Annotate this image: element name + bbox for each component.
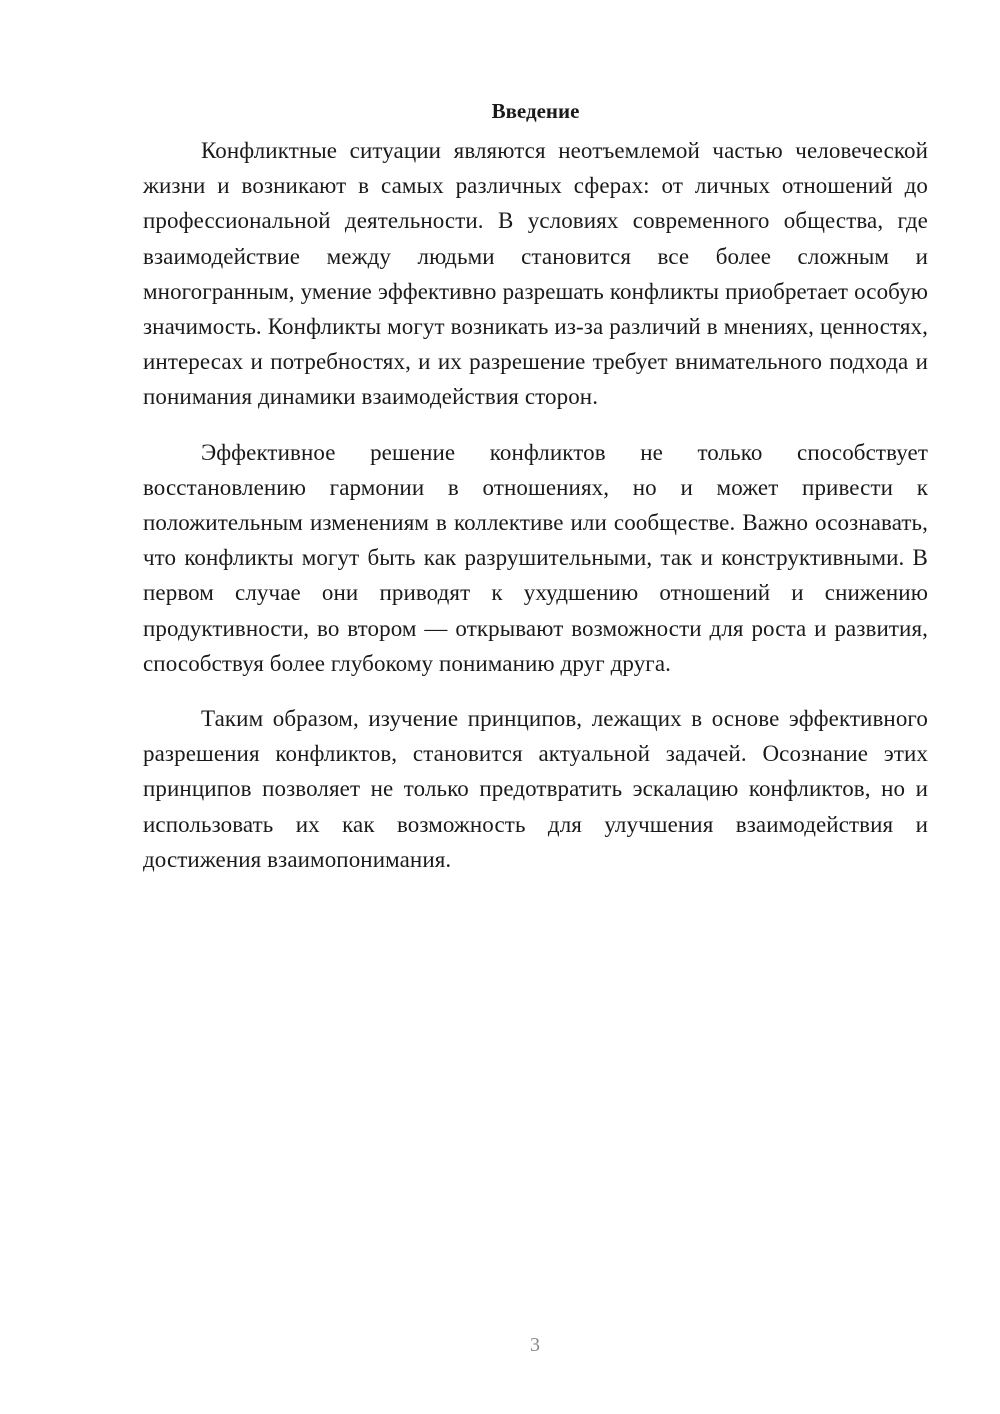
page-number: 3 — [530, 1334, 540, 1356]
section-heading: Введение — [491, 99, 580, 123]
paragraph-2: Эффективное решение конфликтов не только способствует восстановлению гармонии в отношениях, но и может привести к положительным изменениям в коллективе или сообществе. Важно осознавать, что конфликты могут быть как разрушительными, так и конструктивными. В первом случае они приводят к ухудшению отношений и снижению продуктивности, во втором — открывают возможности для роста и развития, способствуя более глубокому пониманию друг друга. — [143, 439, 928, 676]
paragraph-3: Таким образом, изучение принципов, лежащих в основе эффективного разрешения конфликтов, становится актуальной задачей. Осознание этих принципов позволяет не только предотвратить эскалацию конфликтов, но и использовать их как возможность для улучшения взаимодействия и достижения взаимопонимания. — [143, 706, 928, 872]
paragraph-1: Конфликтные ситуации являются неотъемлемой частью человеческой жизни и возникают в самых различных сферах: от личных отношений до профессиональной деятельности. В условиях современного общества, где взаимодействие между людьми становится все более сложным и многогранным, умение эффективно разрешать конфликты приобретает особую значимость. Конфликты могут возникать из-за различий в мнениях, ценностях, интересах и потребностях, и их разрешение требует внимательного подхода и понимания динамики взаимодействия сторон. — [143, 138, 928, 410]
page-content — [143, 97, 928, 877]
